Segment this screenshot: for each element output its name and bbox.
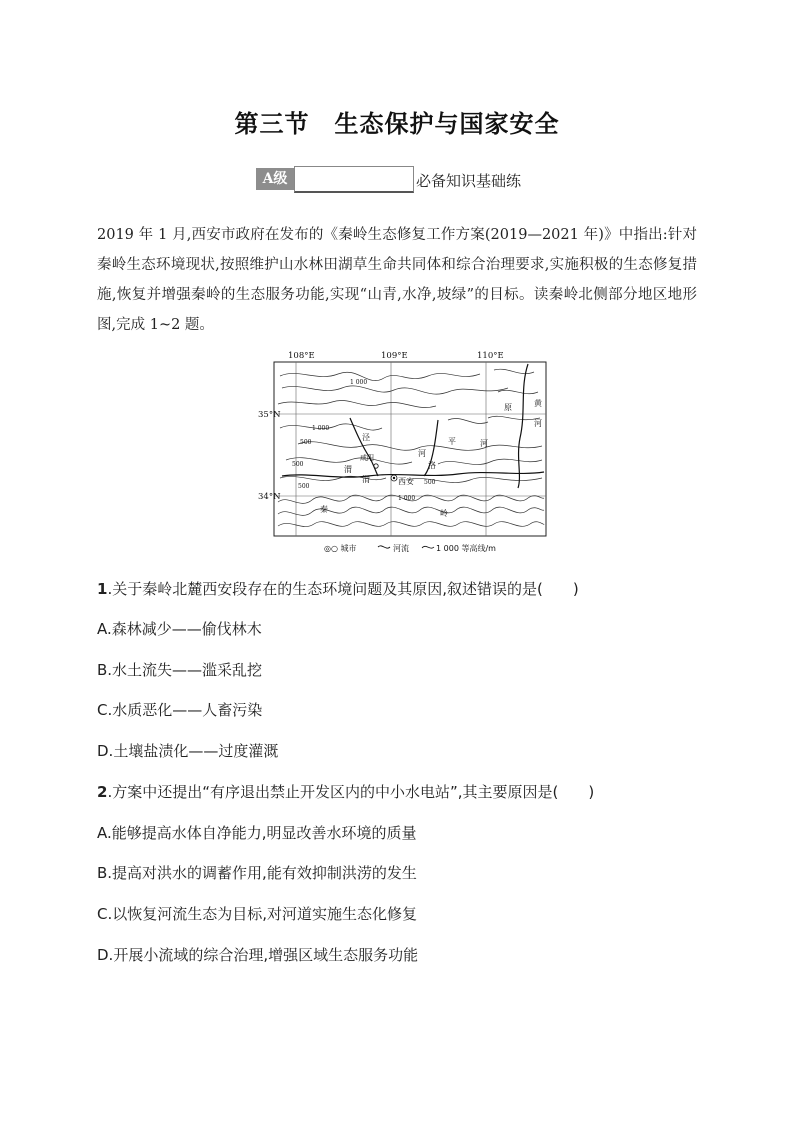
level-badge: A级 [256,168,294,190]
contour-label: 500 [298,483,310,490]
question-stem: .方案中还提出“有序退出禁止开发区内的中小水电站”,其主要原因是( ) [107,783,595,801]
option-b: B.水土流失——滥采乱挖 [97,661,263,679]
place-label: 河 [534,419,542,428]
contour-label: 500 [300,439,312,446]
question-1 [97,578,579,599]
question-number: 1 [97,580,108,598]
question-stem: .关于秦岭北麓西安段存在的生态环境问题及其原因,叙述错误的是( ) [107,580,579,598]
place-label: 渭 [344,465,352,474]
level-label: 必备知识基础练 [416,172,522,190]
intro-paragraph: 2019 年 1 月,西安市政府在发布的《秦岭生态修复工作方案(2019—2021 年)》中指出:针对秦岭生态环境现状,按照维护山水林田湖草生命共同体和综合治理要求,实施积极的生态修复措施,恢复并增强秦岭的生态服务功能,实现“山青,水净,坡绿”的目标。读秦岭北侧部分地区地形图,完成 1~2 题。 [97,227,697,333]
city-xian-inner [393,477,395,479]
place-label: 西安 [398,477,414,486]
option-a: A.能够提高水体自净能力,明显改善水环境的质量 [97,824,417,842]
legend-river-symbol [378,546,390,548]
legend-city: ◎○ 城市 [324,544,357,553]
option-d: D.土壤盐渍化——过度灌溉 [97,742,279,760]
map-legend [324,543,496,553]
topographic-map [258,348,548,558]
legend-contour-symbol [422,546,434,548]
legend-river: 河流 [393,544,409,553]
contour-label: 500 [292,461,304,468]
place-label: 渭 [362,475,370,484]
lon-label: 110°E [477,351,504,361]
question-2 [97,781,594,802]
lat-label: 35°N [258,410,281,420]
lon-label: 108°E [288,351,315,361]
contour-label: 1 000 [398,495,416,502]
contour-label: 500 [424,479,436,486]
option-c: C.以恢复河流生态为目标,对河道实施生态化修复 [97,905,418,923]
question-number: 2 [97,783,108,801]
place-label: 河 [418,449,426,458]
place-label: 岭 [440,509,448,518]
place-label: 河 [480,439,488,448]
option-c: C.水质恶化——人畜污染 [97,701,263,719]
legend-contour: 1 000 等高线/m [436,544,496,553]
place-label: 原 [504,403,512,412]
lat-label: 34°N [258,492,281,502]
option-d: D.开展小流域的综合治理,增强区域生态服务功能 [97,946,419,964]
level-box [294,166,414,193]
place-label: 黄 [534,399,542,408]
lon-label: 109°E [381,351,408,361]
place-label: 咸阳 [360,454,374,462]
place-label: 洛 [428,461,436,470]
page-title: 第三节 生态保护与国家安全 [234,110,560,138]
place-label: 泾 [362,433,370,442]
option-a: A.森林减少——偷伐林木 [97,620,262,638]
contour-label: 1 000 [350,379,368,386]
place-label: 秦 [320,505,328,514]
place-label: 平 [448,437,456,446]
contour-label: 1 000 [312,425,330,432]
option-b: B.提高对洪水的调蓄作用,能有效抑制洪涝的发生 [97,864,417,882]
